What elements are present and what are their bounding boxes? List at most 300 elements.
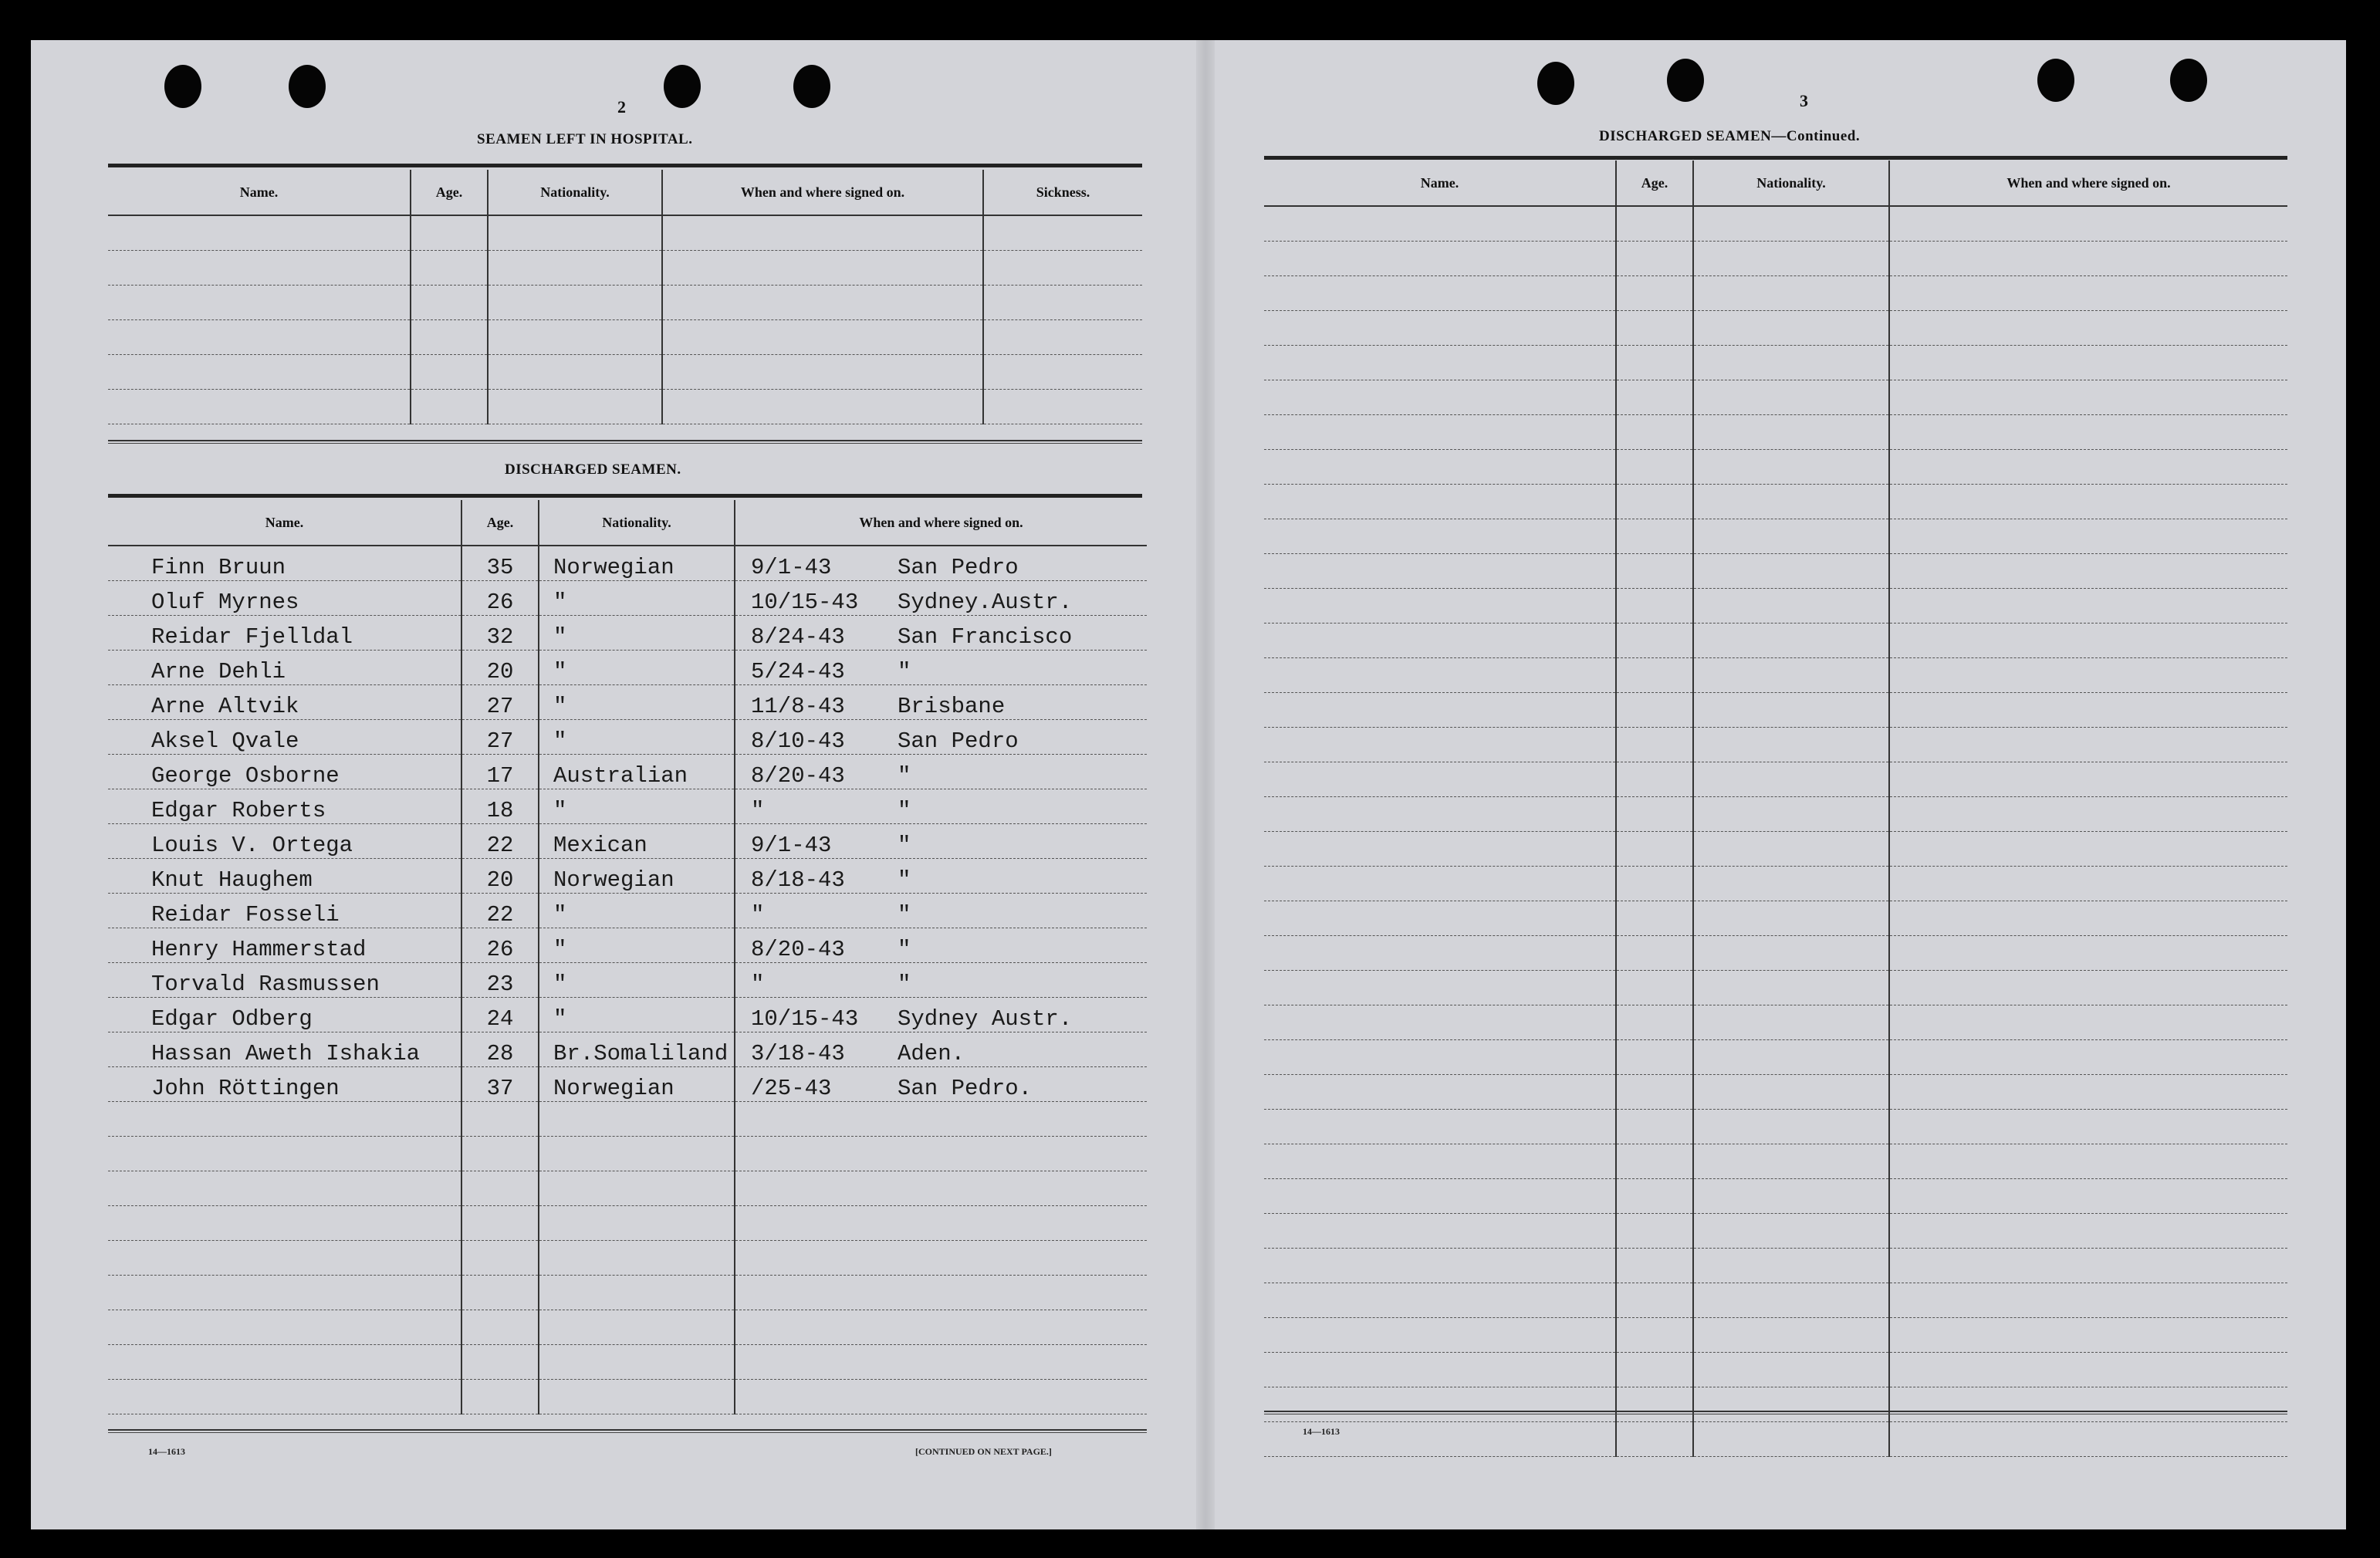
seaman-signed-on: [735, 581, 1147, 616]
continued-section-title: [1599, 128, 1860, 145]
empty-cell: [1693, 728, 1889, 762]
section-rule: [1264, 156, 2287, 160]
empty-cell: [1616, 1040, 1693, 1075]
empty-cell: [1264, 1110, 1616, 1144]
empty-cell: [1616, 1283, 1693, 1318]
empty-cell: [1616, 242, 1693, 276]
empty-cell: [735, 1137, 1147, 1171]
empty-cell: [1889, 867, 2287, 901]
empty-row: [1264, 797, 2287, 832]
empty-cell: [1693, 658, 1889, 693]
seaman-name: Aksel Qvale: [108, 720, 461, 755]
seaman-signed-on: [735, 546, 1147, 581]
empty-cell: [108, 1310, 461, 1345]
table-row: [108, 859, 1147, 894]
empty-cell: [1693, 797, 1889, 832]
empty-row: [1264, 1144, 2287, 1179]
empty-cell: [1889, 762, 2287, 797]
empty-cell: [461, 1206, 539, 1241]
empty-cell: [1616, 901, 1693, 936]
empty-cell: [1264, 1387, 1616, 1422]
empty-cell: [1616, 1144, 1693, 1179]
empty-cell: [461, 1276, 539, 1310]
table-row: [108, 616, 1147, 651]
empty-cell: [1616, 450, 1693, 485]
table-row: [108, 998, 1147, 1032]
empty-cell: [1889, 485, 2287, 519]
empty-cell: [1264, 206, 1616, 242]
empty-cell: [108, 320, 411, 355]
empty-cell: [108, 1276, 461, 1310]
empty-cell: [1889, 797, 2287, 832]
empty-cell: [1616, 206, 1693, 242]
empty-cell: [1693, 519, 1889, 554]
empty-row: [1264, 242, 2287, 276]
seaman-signed-on: [735, 755, 1147, 789]
column-header-age: Age.: [411, 170, 488, 215]
empty-cell: [983, 286, 1142, 320]
empty-cell: [1889, 1283, 2287, 1318]
empty-cell: [983, 390, 1142, 424]
signed-on-date: 8/20-43: [751, 763, 845, 789]
seaman-age: 26: [461, 928, 539, 963]
empty-cell: [411, 251, 488, 286]
empty-cell: [411, 286, 488, 320]
empty-cell: [1889, 1075, 2287, 1110]
empty-row: [108, 1206, 1147, 1241]
empty-cell: [1264, 450, 1616, 485]
seaman-nationality: ": [539, 963, 735, 998]
table-row: [108, 1032, 1147, 1067]
empty-row: [1264, 1387, 2287, 1422]
table-row: [108, 755, 1147, 789]
empty-cell: [1693, 311, 1889, 346]
empty-row: [1264, 728, 2287, 762]
empty-cell: [461, 1345, 539, 1380]
seaman-age: 22: [461, 824, 539, 859]
empty-cell: [108, 1345, 461, 1380]
empty-row: [1264, 589, 2287, 624]
empty-cell: [1693, 832, 1889, 867]
empty-cell: [1264, 1353, 1616, 1387]
empty-row: [1264, 311, 2287, 346]
empty-cell: [1616, 1075, 1693, 1110]
empty-cell: [1616, 728, 1693, 762]
seaman-age: 18: [461, 789, 539, 824]
empty-cell: [1693, 762, 1889, 797]
empty-cell: [983, 251, 1142, 286]
empty-cell: [461, 1171, 539, 1206]
empty-cell: [1264, 554, 1616, 589]
signed-on-place: San Francisco: [898, 624, 1073, 650]
empty-cell: [735, 1241, 1147, 1276]
empty-cell: [1889, 1353, 2287, 1387]
table-row: [108, 963, 1147, 998]
empty-cell: [1264, 728, 1616, 762]
empty-cell: [1616, 380, 1693, 415]
signed-on-place: San Pedro: [898, 555, 1019, 580]
empty-row: [1264, 1283, 2287, 1318]
continued-header-row: [1264, 161, 2287, 206]
empty-row: [108, 355, 1142, 390]
empty-cell: [1616, 1005, 1693, 1040]
signed-on-place: ": [898, 902, 911, 928]
empty-cell: [1889, 311, 2287, 346]
empty-cell: [108, 1102, 461, 1137]
seaman-signed-on: [735, 789, 1147, 824]
page-number: 3: [1800, 91, 1808, 110]
discharged-section-title: DISCHARGED SEAMEN.: [505, 461, 681, 478]
empty-cell: [1889, 728, 2287, 762]
empty-cell: [1616, 797, 1693, 832]
seaman-name: Arne Altvik: [108, 685, 461, 720]
seaman-name: Oluf Myrnes: [108, 581, 461, 616]
empty-row: [1264, 1075, 2287, 1110]
empty-cell: [1693, 1040, 1889, 1075]
empty-cell: [1889, 1249, 2287, 1283]
seaman-age: 35: [461, 546, 539, 581]
column-header-nationality: Nationality.: [1693, 161, 1889, 206]
empty-cell: [1616, 693, 1693, 728]
empty-cell: [488, 286, 662, 320]
empty-cell: [108, 1171, 461, 1206]
signed-on-date: ": [751, 972, 765, 997]
empty-cell: [1889, 206, 2287, 242]
empty-cell: [1693, 971, 1889, 1005]
empty-cell: [1693, 485, 1889, 519]
form-number: 14—1613: [1303, 1426, 1340, 1437]
empty-cell: [488, 215, 662, 251]
column-header-age: Age.: [461, 500, 539, 546]
empty-cell: [1264, 693, 1616, 728]
empty-cell: [1264, 485, 1616, 519]
empty-cell: [1264, 589, 1616, 624]
empty-cell: [1889, 1387, 2287, 1422]
seaman-nationality: Norwegian: [539, 1067, 735, 1102]
signed-on-place: San Pedro.: [898, 1076, 1033, 1101]
empty-cell: [662, 390, 983, 424]
empty-cell: [461, 1137, 539, 1171]
empty-cell: [1693, 1110, 1889, 1144]
empty-cell: [1616, 658, 1693, 693]
seaman-name: Louis V. Ortega: [108, 824, 461, 859]
empty-cell: [1889, 624, 2287, 658]
empty-cell: [983, 320, 1142, 355]
empty-cell: [1264, 762, 1616, 797]
empty-cell: [1616, 311, 1693, 346]
empty-cell: [411, 320, 488, 355]
table-row: [108, 581, 1147, 616]
seaman-nationality: Br.Somaliland: [539, 1032, 735, 1067]
empty-cell: [1264, 1214, 1616, 1249]
seaman-signed-on: [735, 685, 1147, 720]
seaman-nationality: ": [539, 616, 735, 651]
column-header-sickness: Sickness.: [983, 170, 1142, 215]
empty-row: [1264, 624, 2287, 658]
signed-on-date: 10/15-43: [751, 1006, 859, 1032]
empty-cell: [1693, 624, 1889, 658]
hospital-header-row: [108, 170, 1142, 215]
empty-cell: [1889, 554, 2287, 589]
empty-cell: [1889, 693, 2287, 728]
signed-on-date: 8/24-43: [751, 624, 845, 650]
empty-cell: [1889, 1179, 2287, 1214]
empty-cell: [1693, 867, 1889, 901]
empty-cell: [1693, 242, 1889, 276]
empty-cell: [1616, 1387, 1693, 1422]
empty-cell: [1889, 936, 2287, 971]
empty-cell: [108, 390, 411, 424]
empty-row: [108, 1102, 1147, 1137]
empty-cell: [1616, 1318, 1693, 1353]
empty-cell: [1264, 1179, 1616, 1214]
page-number: 2: [617, 97, 626, 117]
page-fold: [1196, 40, 1215, 1529]
seaman-name: Arne Dehli: [108, 651, 461, 685]
table-row: [108, 546, 1147, 581]
empty-row: [108, 390, 1142, 424]
section-rule: [108, 494, 1142, 498]
empty-cell: [1616, 519, 1693, 554]
empty-cell: [1264, 1075, 1616, 1110]
seaman-name: Edgar Roberts: [108, 789, 461, 824]
empty-row: [1264, 1005, 2287, 1040]
seaman-nationality: ": [539, 685, 735, 720]
empty-cell: [1693, 1005, 1889, 1040]
empty-row: [1264, 206, 2287, 242]
empty-cell: [461, 1310, 539, 1345]
empty-cell: [1264, 242, 1616, 276]
seaman-name: Knut Haughem: [108, 859, 461, 894]
empty-row: [108, 215, 1142, 251]
empty-cell: [1693, 901, 1889, 936]
seaman-nationality: Mexican: [539, 824, 735, 859]
empty-cell: [1264, 380, 1616, 415]
column-header-nationality: Nationality.: [539, 500, 735, 546]
empty-cell: [662, 320, 983, 355]
signed-on-place: ": [898, 867, 911, 893]
empty-cell: [1889, 971, 2287, 1005]
empty-row: [1264, 693, 2287, 728]
empty-cell: [539, 1171, 735, 1206]
empty-cell: [1889, 519, 2287, 554]
empty-cell: [1264, 867, 1616, 901]
empty-cell: [1889, 1144, 2287, 1179]
empty-row: [1264, 1110, 2287, 1144]
table-row: [108, 1067, 1147, 1102]
empty-cell: [461, 1380, 539, 1414]
empty-cell: [983, 355, 1142, 390]
table-row: [108, 789, 1147, 824]
empty-row: [108, 1276, 1147, 1310]
empty-row: [1264, 971, 2287, 1005]
signed-on-date: 9/1-43: [751, 833, 832, 858]
seaman-signed-on: [735, 824, 1147, 859]
empty-row: [1264, 519, 2287, 554]
empty-cell: [1693, 554, 1889, 589]
signed-on-date: 5/24-43: [751, 659, 845, 684]
empty-row: [108, 1137, 1147, 1171]
empty-cell: [1693, 1179, 1889, 1214]
empty-row: [1264, 867, 2287, 901]
seaman-age: 20: [461, 859, 539, 894]
seaman-nationality: Norwegian: [539, 546, 735, 581]
empty-cell: [1889, 242, 2287, 276]
ledger-sheet: [31, 40, 2346, 1529]
empty-cell: [1616, 1179, 1693, 1214]
signed-on-date: /25-43: [751, 1076, 832, 1101]
empty-cell: [108, 286, 411, 320]
seaman-age: 22: [461, 894, 539, 928]
discharged-table: [108, 500, 1147, 1414]
empty-cell: [1616, 762, 1693, 797]
empty-cell: [108, 215, 411, 251]
hospital-section-title: SEAMEN LEFT IN HOSPITAL.: [477, 131, 693, 147]
empty-cell: [1889, 415, 2287, 450]
seaman-nationality: ": [539, 928, 735, 963]
empty-row: [1264, 901, 2287, 936]
empty-cell: [662, 251, 983, 286]
empty-cell: [1889, 1422, 2287, 1457]
empty-cell: [1616, 554, 1693, 589]
continued-note: [CONTINUED ON NEXT PAGE.]: [915, 1446, 1052, 1457]
empty-cell: [1264, 797, 1616, 832]
empty-cell: [539, 1276, 735, 1310]
empty-cell: [1693, 1214, 1889, 1249]
seaman-name: George Osborne: [108, 755, 461, 789]
empty-row: [1264, 276, 2287, 311]
seaman-name: Henry Hammerstad: [108, 928, 461, 963]
seaman-name: Reidar Fosseli: [108, 894, 461, 928]
empty-cell: [1264, 901, 1616, 936]
signed-on-date: ": [751, 798, 765, 823]
empty-cell: [1693, 346, 1889, 380]
seaman-signed-on: [735, 963, 1147, 998]
empty-cell: [735, 1206, 1147, 1241]
empty-cell: [1693, 936, 1889, 971]
empty-cell: [1616, 276, 1693, 311]
empty-cell: [1616, 1110, 1693, 1144]
empty-cell: [1616, 589, 1693, 624]
signed-on-place: Brisbane: [898, 694, 1006, 719]
signed-on-place: ": [898, 659, 911, 684]
empty-cell: [1264, 936, 1616, 971]
empty-cell: [735, 1380, 1147, 1414]
signed-on-place: San Pedro: [898, 728, 1019, 754]
seaman-age: 24: [461, 998, 539, 1032]
empty-cell: [1616, 867, 1693, 901]
left-page: [31, 40, 1196, 1529]
seaman-signed-on: [735, 998, 1147, 1032]
empty-cell: [735, 1345, 1147, 1380]
seaman-age: 26: [461, 581, 539, 616]
seaman-nationality: ": [539, 581, 735, 616]
column-header-signed-on: When and where signed on.: [662, 170, 983, 215]
empty-cell: [1616, 485, 1693, 519]
empty-row: [1264, 658, 2287, 693]
empty-cell: [539, 1137, 735, 1171]
empty-row: [108, 1241, 1147, 1276]
column-header-age: Age.: [1616, 161, 1693, 206]
empty-cell: [1889, 380, 2287, 415]
signed-on-date: 8/10-43: [751, 728, 845, 754]
empty-cell: [1693, 1283, 1889, 1318]
empty-cell: [1264, 624, 1616, 658]
table-row: [108, 894, 1147, 928]
empty-cell: [735, 1310, 1147, 1345]
hospital-table: [108, 170, 1142, 424]
table-row: [108, 720, 1147, 755]
seaman-name: Hassan Aweth Ishakia: [108, 1032, 461, 1067]
seaman-name: Finn Bruun: [108, 546, 461, 581]
empty-cell: [1264, 1040, 1616, 1075]
section-rule: [108, 1429, 1147, 1433]
empty-cell: [1693, 1422, 1889, 1457]
column-header-nationality: Nationality.: [488, 170, 662, 215]
signed-on-place: Sydney Austr.: [898, 1006, 1073, 1032]
empty-row: [108, 1345, 1147, 1380]
empty-cell: [1693, 1318, 1889, 1353]
empty-cell: [488, 320, 662, 355]
empty-row: [1264, 1214, 2287, 1249]
section-rule: [108, 440, 1142, 444]
seaman-nationality: ": [539, 651, 735, 685]
empty-cell: [539, 1380, 735, 1414]
empty-cell: [1693, 1075, 1889, 1110]
empty-cell: [539, 1241, 735, 1276]
empty-row: [1264, 936, 2287, 971]
empty-cell: [1264, 971, 1616, 1005]
seaman-signed-on: [735, 720, 1147, 755]
empty-cell: [1889, 450, 2287, 485]
empty-cell: [1693, 450, 1889, 485]
empty-cell: [1693, 693, 1889, 728]
empty-cell: [1693, 1387, 1889, 1422]
seaman-signed-on: [735, 1032, 1147, 1067]
seaman-name: John Röttingen: [108, 1067, 461, 1102]
signed-on-place: Aden.: [898, 1041, 965, 1066]
empty-cell: [1889, 1040, 2287, 1075]
empty-cell: [1889, 832, 2287, 867]
empty-row: [1264, 832, 2287, 867]
empty-cell: [108, 355, 411, 390]
seaman-nationality: ": [539, 894, 735, 928]
section-rule: [1264, 1411, 2287, 1414]
empty-cell: [108, 251, 411, 286]
empty-row: [1264, 1179, 2287, 1214]
continued-title-suffix: —Continued.: [1771, 128, 1861, 144]
empty-row: [1264, 554, 2287, 589]
signed-on-place: ": [898, 937, 911, 962]
empty-cell: [1264, 1283, 1616, 1318]
empty-cell: [1693, 589, 1889, 624]
empty-cell: [735, 1171, 1147, 1206]
seaman-signed-on: [735, 1067, 1147, 1102]
empty-row: [1264, 1249, 2287, 1283]
empty-cell: [662, 215, 983, 251]
empty-row: [108, 1380, 1147, 1414]
empty-cell: [1693, 415, 1889, 450]
empty-cell: [1889, 1110, 2287, 1144]
empty-cell: [662, 355, 983, 390]
seaman-age: 37: [461, 1067, 539, 1102]
seaman-age: 27: [461, 685, 539, 720]
table-row: [108, 651, 1147, 685]
empty-cell: [539, 1206, 735, 1241]
empty-cell: [1264, 276, 1616, 311]
empty-row: [108, 320, 1142, 355]
empty-cell: [1693, 1249, 1889, 1283]
